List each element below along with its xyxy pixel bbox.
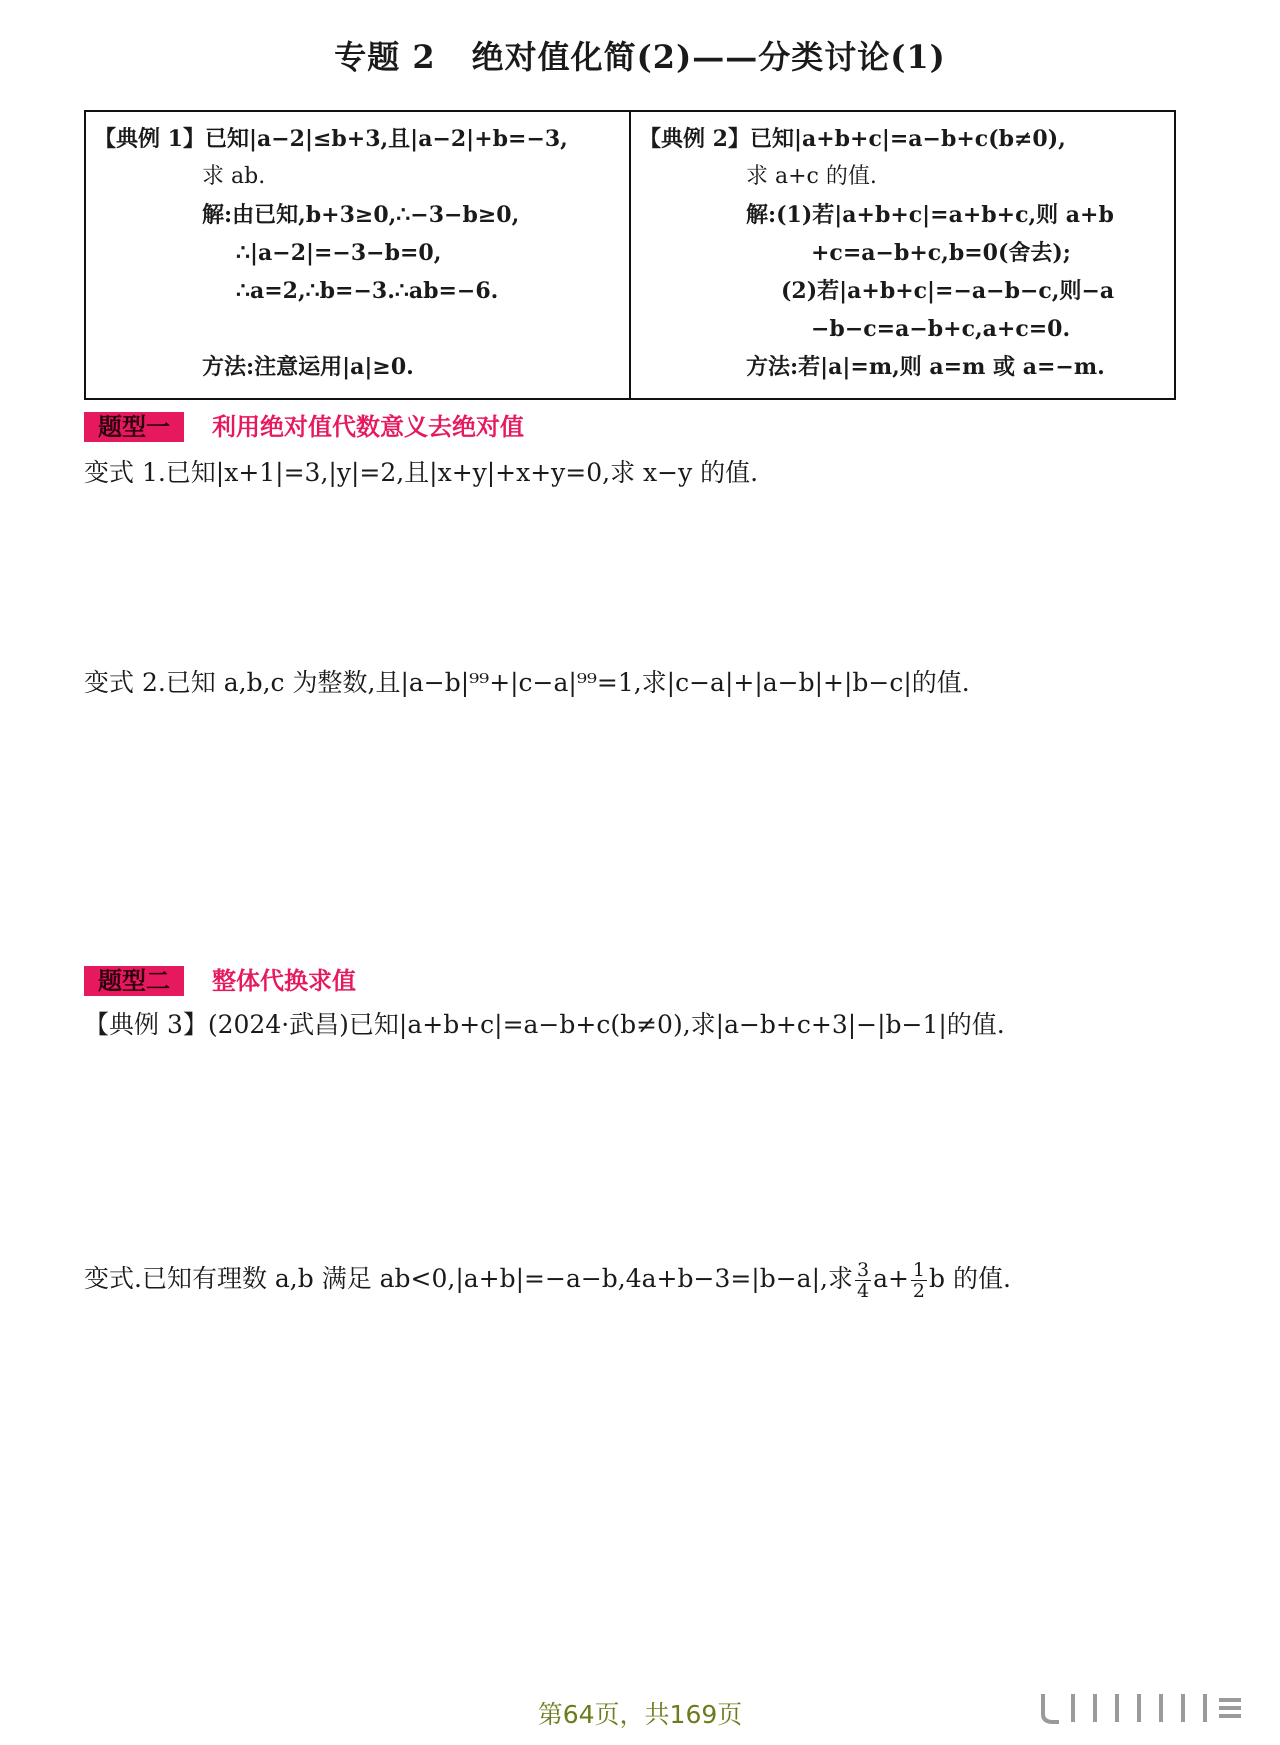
example2-line1: 【典例 2】已知|a+b+c|=a−b+c(b≠0), — [639, 126, 1066, 152]
fraction2-denominator: 2 — [912, 1280, 926, 1302]
example1-line1: 【典例 1】已知|a−2|≤b+3,且|a−2|+b=−3, — [94, 126, 568, 152]
variant-text-mid: a+ — [873, 1264, 909, 1293]
page-number: 第64页，共169页 — [537, 1700, 743, 1729]
fraction1-numerator: 3 — [856, 1259, 870, 1281]
watermark-icon — [1035, 1688, 1250, 1728]
section2-title: 整体代换求值 — [212, 967, 356, 995]
example2-line3: 解:(1)若|a+b+c|=a+b+c,则 a+b — [746, 202, 1114, 228]
fraction2-numerator: 1 — [912, 1259, 926, 1281]
example1-line5: ∴a=2,∴b=−3.∴ab=−6. — [236, 278, 499, 304]
section1-variant1: 变式 1.已知|x+1|=3,|y|=2,且|x+y|+x+y=0,求 x−y 的值. — [84, 458, 759, 487]
box-divider — [629, 112, 631, 398]
fraction1-denominator: 4 — [856, 1280, 870, 1302]
page-title — [0, 32, 1280, 78]
variant-text-post: b 的值. — [929, 1264, 1011, 1293]
section1-tag: 题型一 — [84, 412, 184, 442]
example2-line2: 求 a+c 的值. — [746, 164, 877, 189]
section1-title: 利用绝对值代数意义去绝对值 — [212, 413, 524, 441]
example1-method: 方法:注意运用|a|≥0. — [202, 354, 414, 380]
example1-line2: 求 ab. — [202, 164, 266, 189]
example2-method: 方法:若|a|=m,则 a=m 或 a=−m. — [746, 354, 1105, 380]
fraction-one-half — [911, 1260, 927, 1301]
title-prefix: 专题 2 — [334, 38, 436, 76]
section2-tag: 题型二 — [84, 966, 184, 996]
section2-variant — [84, 1260, 1011, 1301]
section2-example3: 【典例 3】(2024·武昌)已知|a+b+c|=a−b+c(b≠0),求|a−b+c+3|−|b−1|的值. — [84, 1010, 1005, 1039]
example1-line3: 解:由已知,b+3≥0,∴−3−b≥0, — [202, 202, 520, 228]
title-main: 绝对值化简(2)——分类讨论(1) — [471, 38, 946, 76]
example2-line6: −b−c=a−b+c,a+c=0. — [811, 316, 1071, 342]
section1-variant2: 变式 2.已知 a,b,c 为整数,且|a−b|⁹⁹+|c−a|⁹⁹=1,求|c−a|+|a−b|+|b−c|的值. — [84, 668, 970, 697]
fraction-three-quarters — [855, 1260, 871, 1301]
examples-box — [84, 110, 1176, 400]
example2-line4: +c=a−b+c,b=0(舍去); — [811, 240, 1071, 266]
example2-line5: (2)若|a+b+c|=−a−b−c,则−a — [781, 278, 1115, 304]
variant-text-pre: 变式.已知有理数 a,b 满足 ab<0,|a+b|=−a−b,4a+b−3=|b−a|,求 — [84, 1264, 853, 1293]
example1-line4: ∴|a−2|=−3−b=0, — [236, 240, 442, 266]
